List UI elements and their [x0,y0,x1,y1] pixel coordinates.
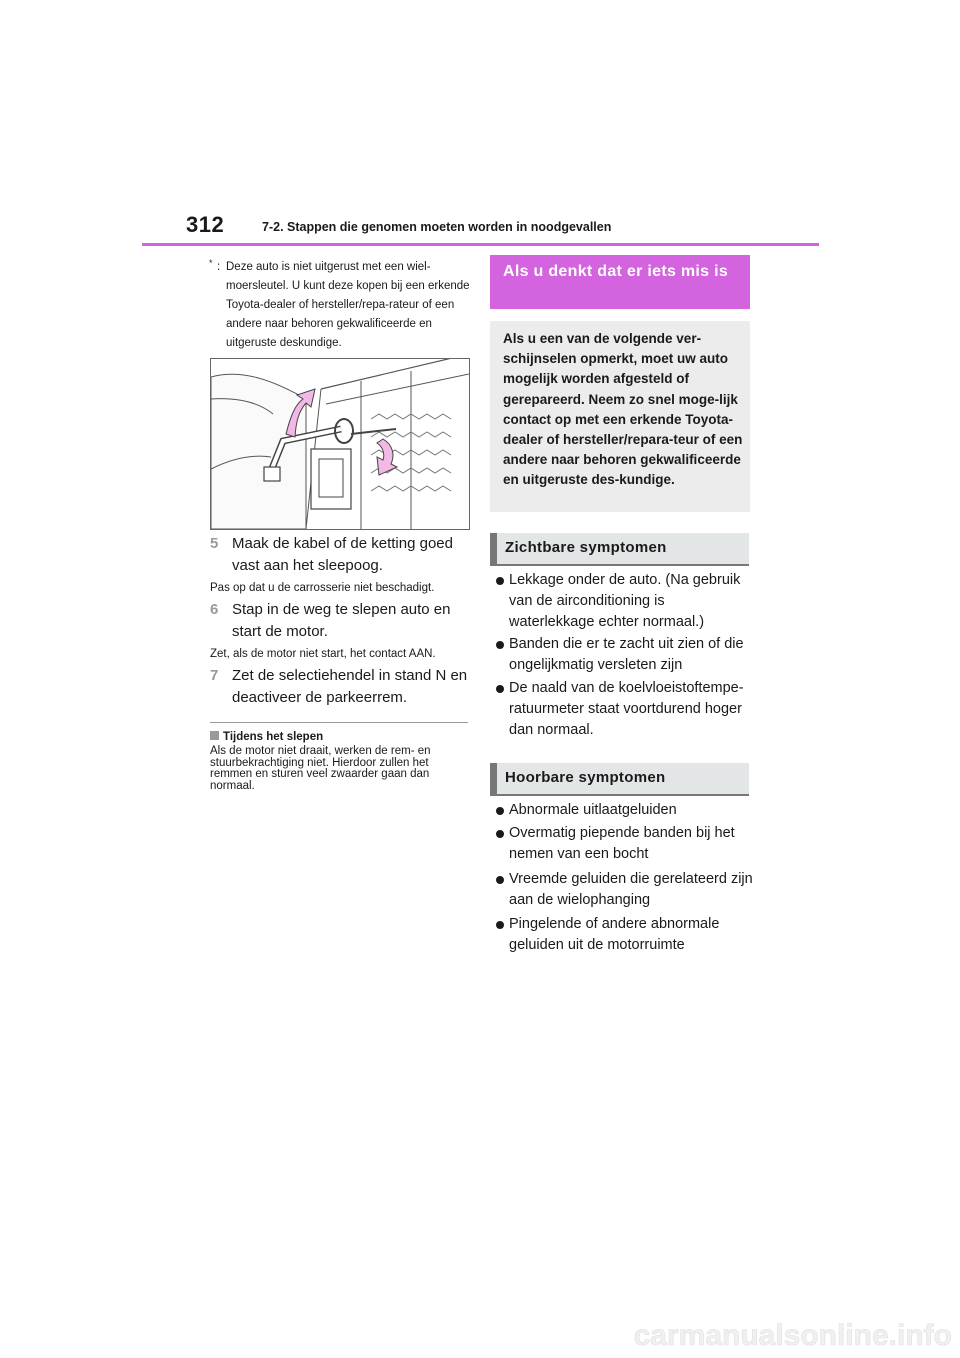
footnote [209,258,471,353]
heading-bar [490,763,497,796]
bullet-icon [496,830,504,838]
audible-symptoms-heading [490,763,749,796]
alert-title: Als u denkt dat er iets mis is [503,263,729,280]
step-text: Stap in de weg te slepen auto en start de motor. [232,601,451,640]
header-rule [142,243,819,246]
visible-symptoms-title: Zichtbare symptomen [505,539,667,556]
bullet-icon [496,685,504,693]
step-text: Maak de kabel of de ketting goed vast aan het sleepoog. [232,535,453,574]
step-6-note: Zet, als de motor niet start, het contact AAN. [210,648,436,660]
chapter-title: 7-2. Stappen die genomen moeten worden in noodgevallen [262,220,612,234]
towing-eye-illustration [210,358,470,530]
step-number: 5 [210,535,219,552]
footnote-marker: * [209,258,213,268]
alert-header [490,255,750,309]
step-5 [210,533,468,577]
step-5-note: Pas op dat u de carrosserie niet beschadigt. [210,582,435,594]
step-text: Zet de selectiehendel in stand N en deactiveer de parkeerrem. [232,667,468,706]
towing-heading-text: Tijdens het slepen [223,731,324,743]
square-bullet-icon [210,731,219,740]
page-number: 312 [186,212,225,237]
step-number: 7 [210,667,219,684]
audible-symptoms-title: Hoorbare symptomen [505,769,666,786]
bullet-icon [496,577,504,585]
bullet-icon [496,641,504,649]
watermark [0,1313,960,1358]
footnote-text: Deze auto is niet uitgerust met een wiel-moersleutel. U kunt deze kopen bij een erkende Toyota-dealer of hersteller/repa-rateur of een andere naar behoren gekwalificeerde en uitgeruste deskundige. [226,261,470,349]
svg-text:carmanualsonline.info: carmanualsonline.info [633,1319,952,1352]
footnote-colon: : [217,261,221,273]
towing-text: Als de motor niet draait, werken de rem- en stuurbekrachtiging niet. Hierdoor zullen het remmen en sturen veel zwaarder gaan dan normaal. [210,745,431,792]
bullet-icon [496,807,504,815]
towing-heading [210,731,323,743]
list-item: De naald van de koelvloeistoftempe-ratuurmeter staat voortdurend hoger dan normaal. [496,678,754,741]
list-item: Banden die er te zacht uit zien of die ongelijkmatig versleten zijn [496,634,754,676]
visible-symptoms-heading [490,533,749,566]
list-item: Overmatig piepende banden bij het nemen van een bocht [496,823,754,865]
step-number: 6 [210,601,219,618]
bullet-icon [496,921,504,929]
step-7 [210,665,468,709]
bullet-icon [496,876,504,884]
step-6 [210,599,468,643]
list-item: Lekkage onder de auto. (Na gebruik van de airconditioning is waterlekkage echter normaal.) [496,570,754,633]
list-item: Pingelende of andere abnormale geluiden uit de motorruimte [496,914,754,956]
alert-body [490,321,750,512]
heading-bar [490,533,497,566]
alert-body-text: Als u een van de volgende ver-schijnselen opmerkt, moet uw auto mogelijk worden afgesteld of gerepareerd. Neem zo snel moge-lijk contact op met een erkende Toyota-dealer of hersteller/repara-teur of een andere naar behoren gekwalificeerde en uitgeruste des-kundige. [503,331,743,488]
list-item: Vreemde geluiden die gerelateerd zijn aan de wielophanging [496,869,754,911]
list-item: Abnormale uitlaatgeluiden [496,800,754,821]
section-divider [210,722,468,723]
